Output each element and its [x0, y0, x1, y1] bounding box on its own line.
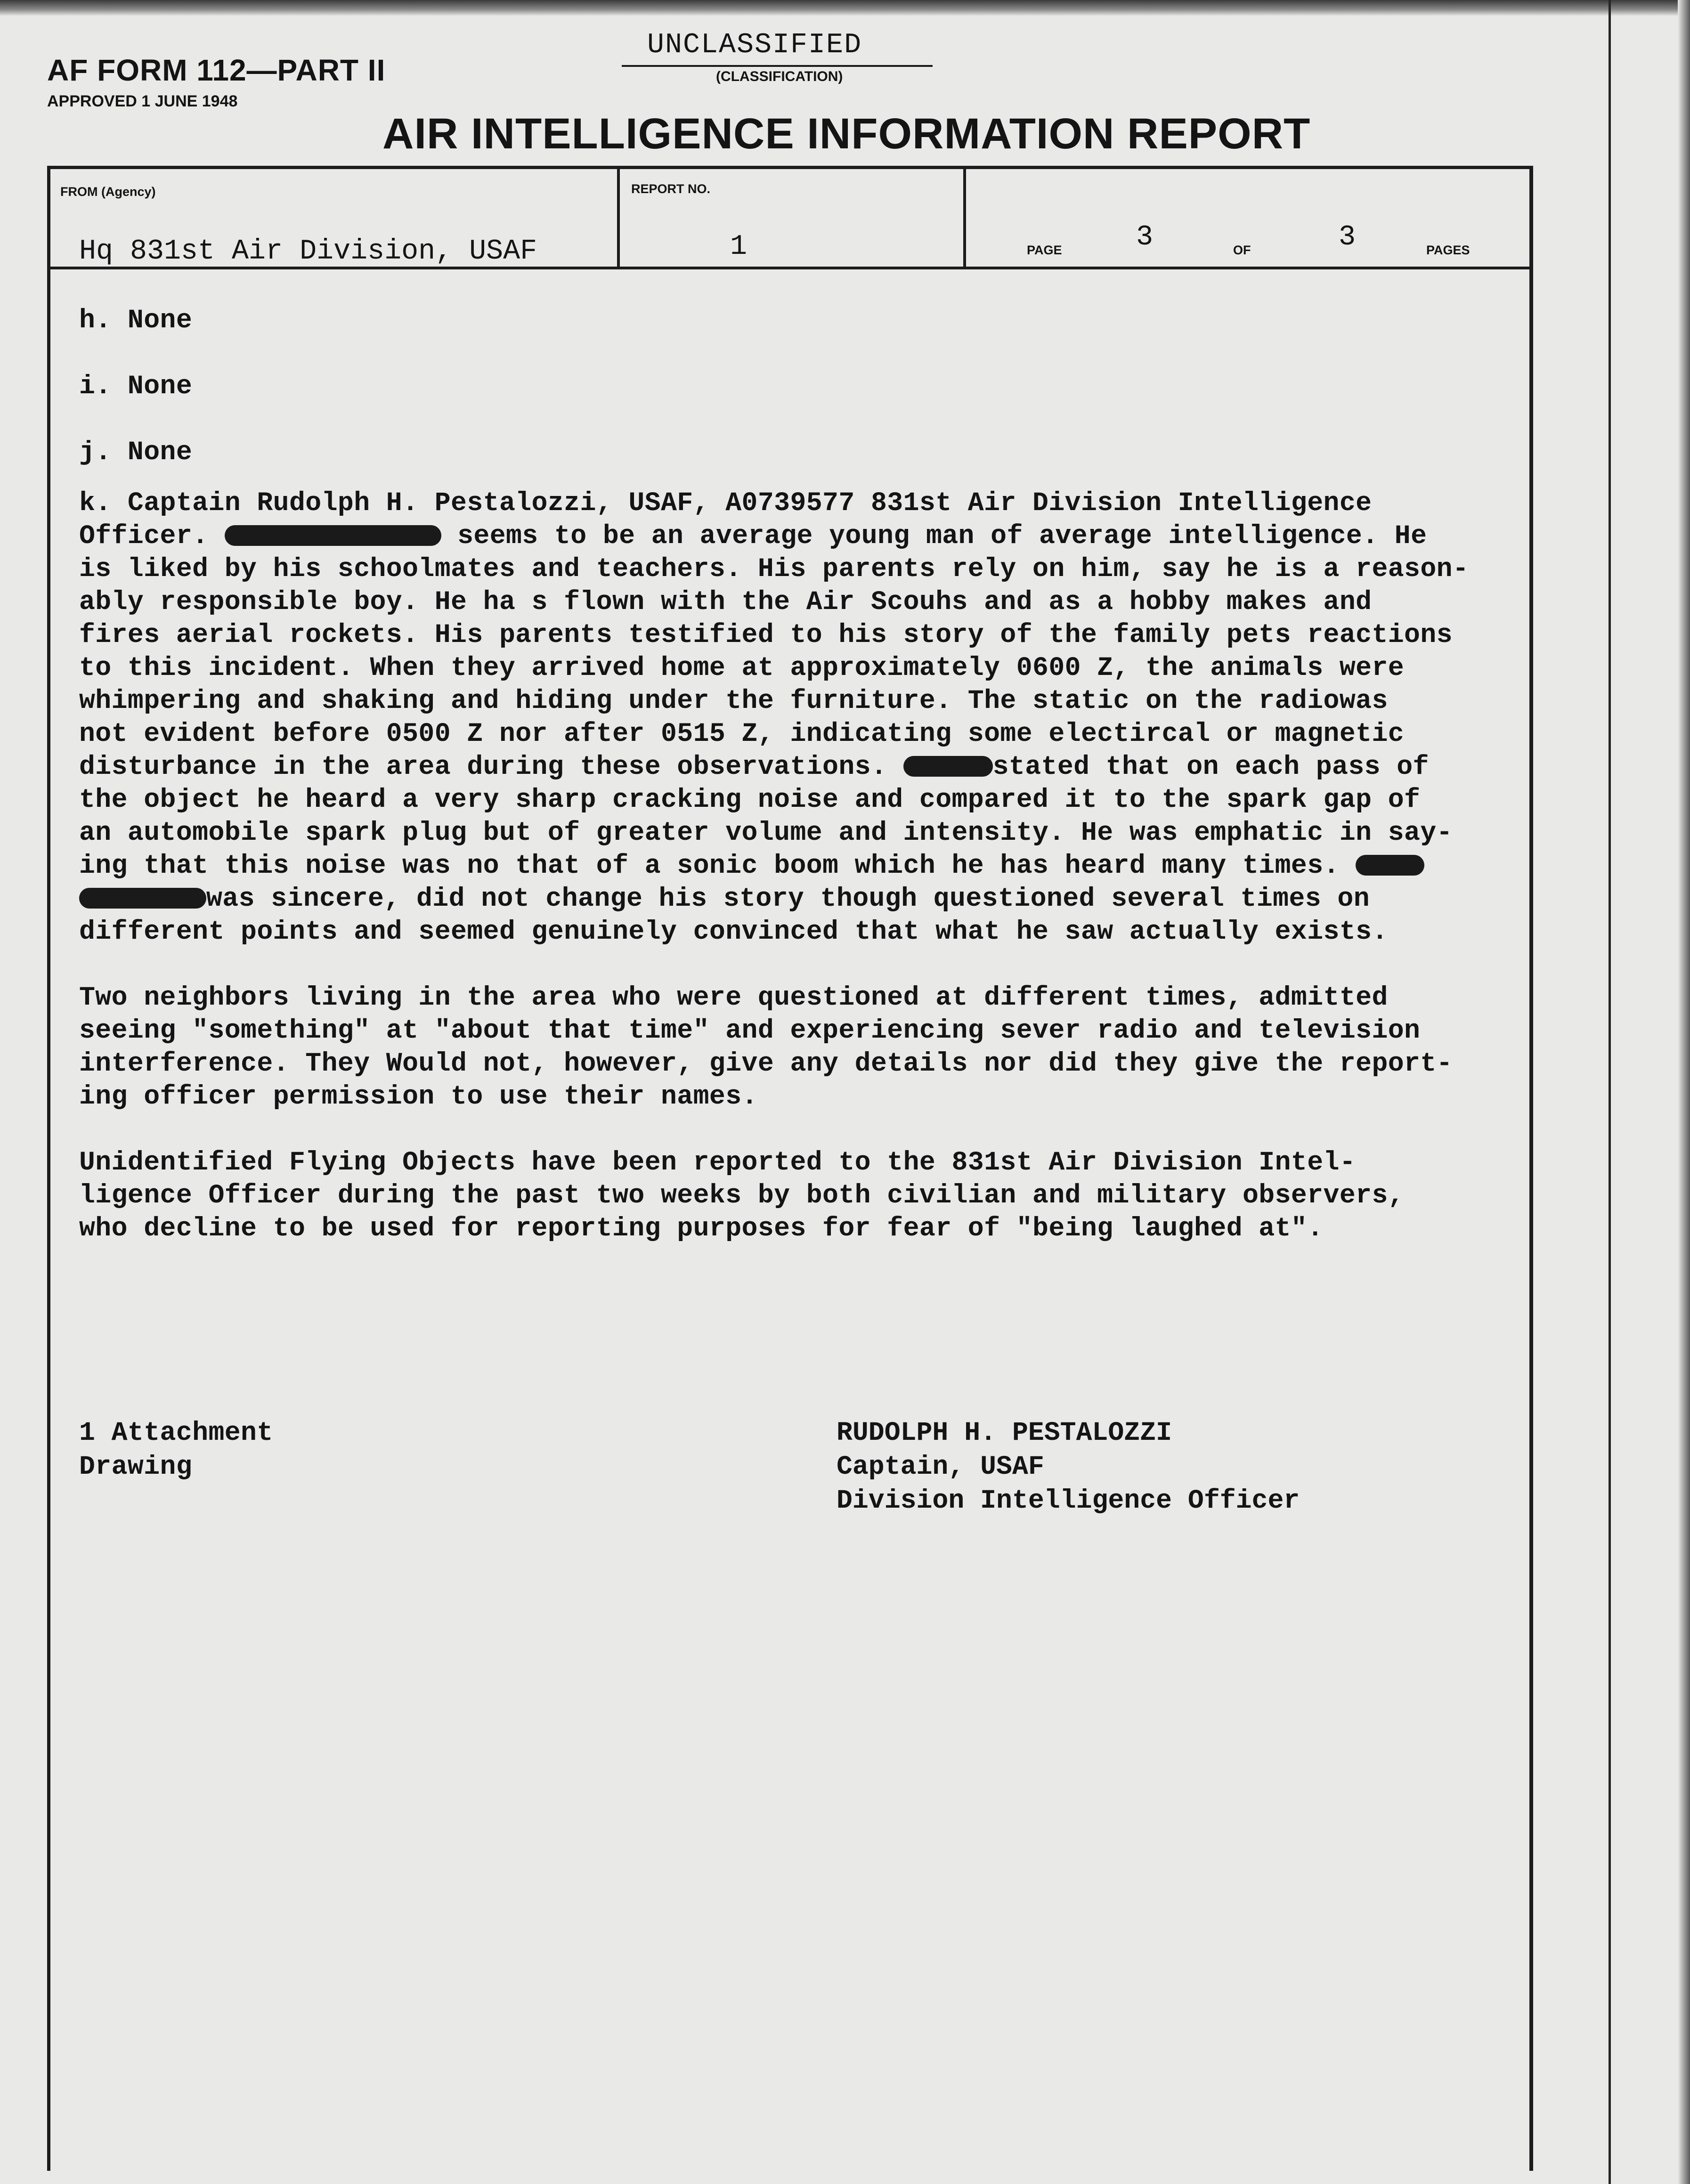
form-box-col-divider-2 [963, 169, 966, 268]
scan-edge-line [1609, 0, 1611, 2184]
of-value: 3 [1339, 221, 1356, 253]
approved-date: APPROVED 1 JUNE 1948 [47, 92, 238, 110]
item-k-line-4: ably responsible boy. He ha s flown with the Air Scouhs and as a hobby makes and [79, 587, 1372, 617]
classification-label: (CLASSIFICATION) [716, 69, 843, 84]
item-j: j. None [79, 437, 193, 467]
classification: UNCLASSIFIED [647, 29, 862, 61]
item-i: i. None [79, 371, 193, 401]
form-id: AF FORM 112—PART II [47, 53, 386, 87]
item-k-line-2a: Officer. [79, 521, 209, 551]
signer-rank: Captain, USAF [837, 1452, 1044, 1482]
item-k-line-6: to this incident. When they arrived home at approximately 0600 Z, the animals were [79, 653, 1405, 683]
attachment-count: 1 Attachment [79, 1418, 273, 1448]
para3-line-3: who decline to be used for reporting purposes for fear of "being laughed at". [79, 1213, 1324, 1243]
item-k-line-2b: seems to be an average young man of average intelligence. He [457, 521, 1427, 551]
item-k-line-3: is liked by his schoolmates and teachers. His parents rely on him, say he is a reason- [79, 554, 1469, 584]
redaction-mark [225, 525, 441, 546]
from-value: Hq 831st Air Division, USAF [79, 235, 537, 268]
item-k-line-10: the object he heard a very sharp cracking noise and compared it to the spark gap of [79, 785, 1421, 815]
attachment-item: Drawing [79, 1452, 193, 1482]
item-k-line-9 [79, 752, 1429, 782]
redaction-mark [1356, 855, 1424, 876]
item-k-line-7: whimpering and shaking and hiding under the furniture. The static on the radiowas [79, 686, 1388, 716]
report-title: AIR INTELLIGENCE INFORMATION REPORT [382, 110, 1311, 158]
item-k-line-13a: was sincere, did not change his story though questioned several times on [206, 884, 1370, 914]
para2-line-4: ing officer permission to use their names. [79, 1081, 758, 1112]
para2-line-3: interference. They Would not, however, give any details nor did they give the report- [79, 1048, 1453, 1079]
item-k-line-12a: ing that this noise was no that of a sonic boom which he has heard many times. [79, 851, 1340, 881]
signer-name: RUDOLPH H. PESTALOZZI [837, 1418, 1172, 1448]
item-k-line-9a: disturbance in the area during these observations. [79, 752, 887, 782]
scan-right-edge [1678, 0, 1690, 2184]
page-label: PAGE [1027, 243, 1062, 257]
item-k-line-1: k. Captain Rudolph H. Pestalozzi, USAF, A0739577 831st Air Division Intelligence [79, 488, 1372, 518]
report-no-value: 1 [730, 231, 748, 263]
from-label: FROM (Agency) [60, 185, 156, 199]
item-k-line-13 [79, 884, 1370, 914]
page-value: 3 [1136, 221, 1154, 253]
signer-title: Division Intelligence Officer [837, 1486, 1300, 1516]
item-k-line-5: fires aerial rockets. His parents testified to his story of the family pets reactions [79, 620, 1453, 650]
item-k-line-9b: stated that on each pass of [992, 752, 1429, 782]
item-k-line-14: different points and seemed genuinely convinced that what he saw actually exists. [79, 917, 1388, 947]
form-box-col-divider-1 [617, 169, 620, 268]
item-h: h. None [79, 305, 193, 335]
para2-line-2: seeing "something" at "about that time" and experiencing sever radio and television [79, 1015, 1421, 1046]
item-k-line-11: an automobile spark plug but of greater volume and intensity. He was emphatic in say- [79, 818, 1453, 848]
of-label: OF [1233, 243, 1251, 257]
item-k-line-8: not evident before 0500 Z nor after 0515 Z, indicating some electircal or magnetic [79, 719, 1405, 749]
pages-label: PAGES [1426, 243, 1470, 257]
scan-top-edge [0, 0, 1690, 16]
classification-rule [622, 65, 933, 67]
item-k-line-12 [79, 851, 1424, 881]
item-k-line-2 [79, 521, 1427, 551]
para3-line-2: ligence Officer during the past two weeks by both civilian and military observers, [79, 1180, 1405, 1210]
redaction-mark [903, 756, 993, 777]
redaction-mark [79, 888, 206, 909]
para3-line-1: Unidentified Flying Objects have been reported to the 831st Air Division Intel- [79, 1147, 1356, 1177]
report-no-label: REPORT NO. [631, 182, 711, 196]
para2-line-1: Two neighbors living in the area who were questioned at different times, admitted [79, 982, 1388, 1013]
